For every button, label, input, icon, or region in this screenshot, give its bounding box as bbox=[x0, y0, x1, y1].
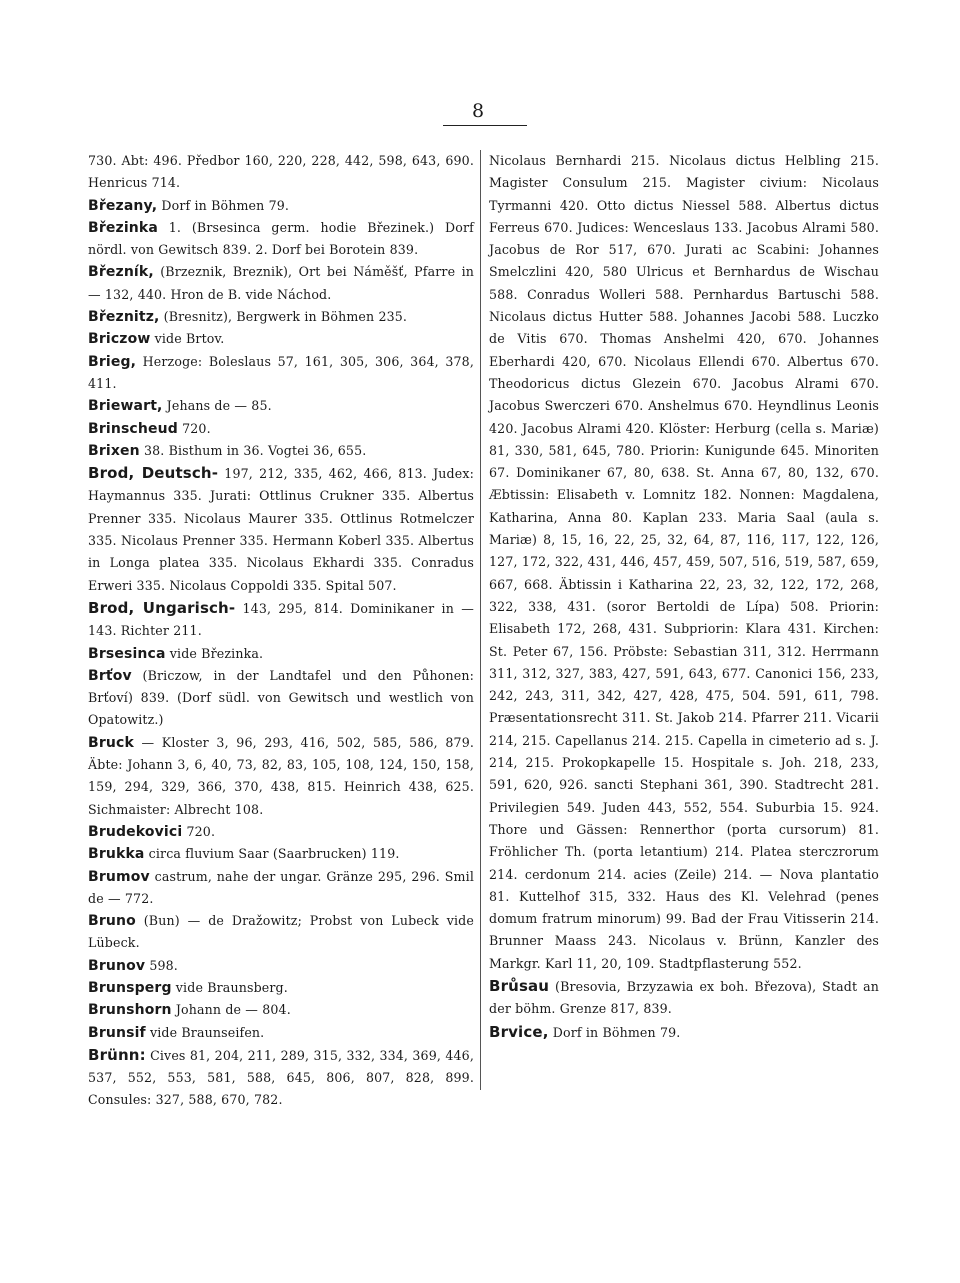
entry-text: 1. (Brsesinca germ. hodie Březinek.) Dorf nördl. von Gewitsch 839. 2. Dorf bei Borotein 839. bbox=[88, 219, 474, 258]
entry-text: (Bresnitz), Bergwerk in Böhmen 235. bbox=[163, 309, 408, 325]
entry-text: 720. bbox=[182, 420, 211, 436]
index-entry bbox=[88, 1044, 474, 1112]
entry-headword: Bruck bbox=[88, 734, 134, 751]
entry-text: 598. bbox=[149, 957, 178, 973]
entry-headword: Brvice, bbox=[489, 1022, 549, 1041]
index-entry bbox=[88, 977, 474, 999]
page-number-rule bbox=[443, 125, 527, 126]
entry-headword: Brudekovici bbox=[88, 823, 183, 840]
entry-headword: Brünn: bbox=[88, 1045, 146, 1064]
index-entry bbox=[88, 418, 474, 440]
entry-text: 197, 212, 335, 462, 466, 813. Judex: Haymannus 335. Jurati: Ottlinus Crukner 335. Albertus Prenner 335. Nicolaus Maurer 335. Ottlinus Rotmelczer 335. Nicolaus Prenner 335. Hermann Koberl 335. Albertus in Longa platea 335. Nicolaus Ekhardi 335. Conradus Erweri 335. Nicolaus Coppoldi 335. Spital 507. bbox=[88, 466, 475, 593]
entry-headword: Brunsif bbox=[88, 1024, 146, 1041]
index-entry bbox=[88, 732, 474, 821]
index-entry bbox=[489, 1021, 879, 1044]
index-entry bbox=[88, 328, 474, 350]
column-divider bbox=[480, 150, 481, 1090]
entry-headword: Brinscheud bbox=[88, 420, 178, 437]
entry-text: Cives 81, 204, 211, 289, 315, 332, 334, 369, 446, 537, 552, 553, 581, 588, 645, 806, 807, 828, 899. Consules: 327, 588, 670, 782. bbox=[88, 1047, 474, 1108]
entry-text: — Kloster 3, 96, 293, 416, 502, 585, 586, 879. Äbte: Johann 3, 6, 40, 73, 82, 83, 105, 108, 124, 150, 158, 159, 294, 329, 366, 370, 438, 815. Heinrich 438, 625. Sichmaister: Albrecht 108. bbox=[88, 734, 475, 817]
index-entry bbox=[489, 975, 879, 1021]
entry-headword: Brůsau bbox=[489, 976, 550, 995]
entry-text: Herzoge: Boleslaus 57, 161, 305, 306, 364, 378, 411. bbox=[88, 353, 475, 391]
index-entry bbox=[88, 261, 474, 306]
index-entry bbox=[88, 866, 474, 911]
entry-headword: Březany, bbox=[88, 197, 158, 214]
entry-headword: Briewart, bbox=[88, 398, 163, 415]
index-entry bbox=[88, 395, 474, 417]
index-entry bbox=[88, 910, 474, 955]
entry-headword: Bruno bbox=[88, 913, 136, 930]
left-column bbox=[88, 150, 474, 1112]
index-entry bbox=[88, 462, 474, 597]
entry-headword: Briczow bbox=[88, 331, 151, 348]
entry-text: vide Braunsberg. bbox=[175, 979, 288, 995]
index-entry bbox=[88, 150, 474, 195]
index-entry bbox=[88, 351, 474, 396]
index-entry bbox=[88, 440, 474, 462]
index-entry bbox=[88, 217, 474, 262]
entry-headword: Brťov bbox=[88, 667, 132, 684]
entry-text: 143, 295, 814. Dominikaner in — 143. Richter 211. bbox=[88, 600, 474, 639]
entry-text: (Bresovia, Brzyzawia ex boh. Březova), Stadt an der böhm. Grenze 817, 839. bbox=[489, 978, 879, 1017]
entry-text: vide Brtov. bbox=[154, 331, 225, 347]
entry-text: vide Březinka. bbox=[169, 645, 264, 661]
entry-headword: Brsesinca bbox=[88, 645, 166, 662]
index-entry bbox=[88, 643, 474, 665]
index-entry bbox=[88, 955, 474, 977]
entry-headword: Brixen bbox=[88, 442, 140, 459]
entry-headword: Brunsperg bbox=[88, 979, 172, 996]
index-entry bbox=[88, 999, 474, 1021]
entry-headword: Brunov bbox=[88, 957, 146, 974]
entry-text: 38. Bisthum in 36. Vogtei 36, 655. bbox=[143, 442, 367, 458]
entry-headword: Brukka bbox=[88, 846, 145, 863]
entry-headword: Březinka bbox=[88, 219, 158, 236]
entry-text: (Bun) — de Dražowitz; Probst von Lubeck vide Lübeck. bbox=[88, 913, 474, 951]
entry-text: (Briczow, in der Landtafel und den Půhonen: Brťoví) 839. (Dorf südl. von Gewitsch und westlich von Opatowitz.) bbox=[88, 667, 475, 728]
entry-text: Nicolaus Bernhardi 215. Nicolaus dictus Helbling 215. Magister Consulum 215. Magister civium: Nicolaus Tyrmanni 420. Otto dictus Niessel 588. Albertus dictus Ferreus 670. Judices: Wenceslaus 133. Jacobus Alrami 580. Jacobus de Ror 517, 670. Jurati ac Scabini: Johannes Smelczlini 420, 580 Ulricus et Bernhardus de Wischau 588. Conradus Wolleri 588. Pernhardus Bartuschi 588. Nicolaus dictus Hutter 588. Johannes Jacobi 588. Luczko de Vitis 670. Thomas Anshelmi 420, 670. Johannes Eberhardi 420, 670. Nicolaus Ellendi 670. Albertus 670. Theodoricus dictus Glezein 670. Jacobus Alrami 670. Jacobus Swerczeri 670. Anshelmus 670. Heyndlinus Leonis 420. Jacobus Alrami 420. Klöster: Herburg (cella s. Mariæ) 81, 330, 581, 645, 780. Priorin: Kunigunde 645. Minoriten 67. Dominikaner 67, 80, 638. St. Anna 67, 80, 132, 670. Æbtissin: Elisabeth v. Lomnitz 182. Nonnen: Magdalena, Katharina, Anna 80. Kaplan 233. Maria Saal (aula s. Mariæ) 8, 15, 16, 22, 25, 32, 64, 87, 116, 117, 122, 126, 127, 172, 322, 431, 446, 457, 459, 507, 516, 519, 587, 659, 667, 668. Äbtissin i Katharina 22, 23, 32, 122, 172, 268, 322, 338, 431. (soror Bertoldi de Lípa) 508. Priorin: Elisabeth 172, 268, 431. Subpriorin: Klara 431. Kirchen: St. Peter 67, 156. Pröbste: Sebastian 311, 312. Herrmann 311, 312, 327, 383, 427, 591, 643, 677. Canonici 156, 233, 242, 243, 311, 342, 427, 428, 475, 504. 591, 611, 798. Præsentationsrecht 311. St. Jakob 214. Pfarrer 211. Vicarii 214, 215. Capellanus 214. 215. Capella in cimeterio ad s. J. 214, 215. Prokopkapelle 15. Hospitale s. Joh. 218, 233, 591, 620, 926. sancti Stephani 361, 390. Stadtrecht 281. Privilegien 549. Juden 443, 552, 554. Suburbia 15. 924. Thore und Gässen: Rennerthor (porta cursorum) 81. Fröhlicher Th. (porta letantium) 214. Platea sterczrorum 214. cerdonum 214. acies (Zeile) 214. — Nova plantatio 81. Kuttelhof 315, 332. Haus des Kl. Velehrad (penes domum fratrum minorum) 99. Bad der Frau Vitisserin 214. Brunner Maass 243. Nicolaus v. Brünn, Kanzler des Markgr. Karl 11, 20, 109. Stadtpflasterung 552. bbox=[489, 153, 879, 971]
entry-text: Jehans de — 85. bbox=[166, 398, 272, 414]
entry-text: circa fluvium Saar (Saarbrucken) 119. bbox=[148, 846, 400, 862]
entry-headword: Brumov bbox=[88, 868, 150, 885]
index-entry bbox=[489, 150, 879, 975]
entry-headword: Brieg, bbox=[88, 353, 137, 370]
index-entry bbox=[88, 306, 474, 328]
page-number: 8 bbox=[472, 100, 485, 122]
index-entry bbox=[88, 843, 474, 865]
entry-headword: Brod, Deutsch- bbox=[88, 464, 219, 483]
entry-text: 730. Abt: 496. Předbor 160, 220, 228, 442, 598, 643, 690. Henricus 714. bbox=[88, 153, 474, 191]
index-entry bbox=[88, 1022, 474, 1044]
index-entry bbox=[88, 597, 474, 643]
entry-text: 720. bbox=[186, 823, 216, 839]
entry-headword: Březník, bbox=[88, 264, 154, 281]
index-entry bbox=[88, 665, 474, 732]
index-entry bbox=[88, 821, 474, 843]
entry-text: Dorf in Böhmen 79. bbox=[161, 197, 290, 213]
entry-text: Johann de — 804. bbox=[175, 1002, 291, 1018]
entry-text: castrum, nahe der ungar. Gränze 295, 296. Smil de — 772. bbox=[88, 868, 474, 906]
entry-text: (Brzeznik, Breznik), Ort bei Náměšť, Pfarre in — 132, 440. Hron de B. vide Náchod. bbox=[88, 264, 475, 302]
entry-text: Dorf in Böhmen 79. bbox=[552, 1024, 681, 1040]
entry-headword: Brunshorn bbox=[88, 1002, 172, 1019]
right-column bbox=[489, 150, 879, 1044]
entry-text: vide Braunseifen. bbox=[149, 1024, 265, 1040]
entry-headword: Březnitz, bbox=[88, 309, 160, 326]
index-entry bbox=[88, 195, 474, 217]
entry-headword: Brod, Ungarisch- bbox=[88, 598, 236, 617]
